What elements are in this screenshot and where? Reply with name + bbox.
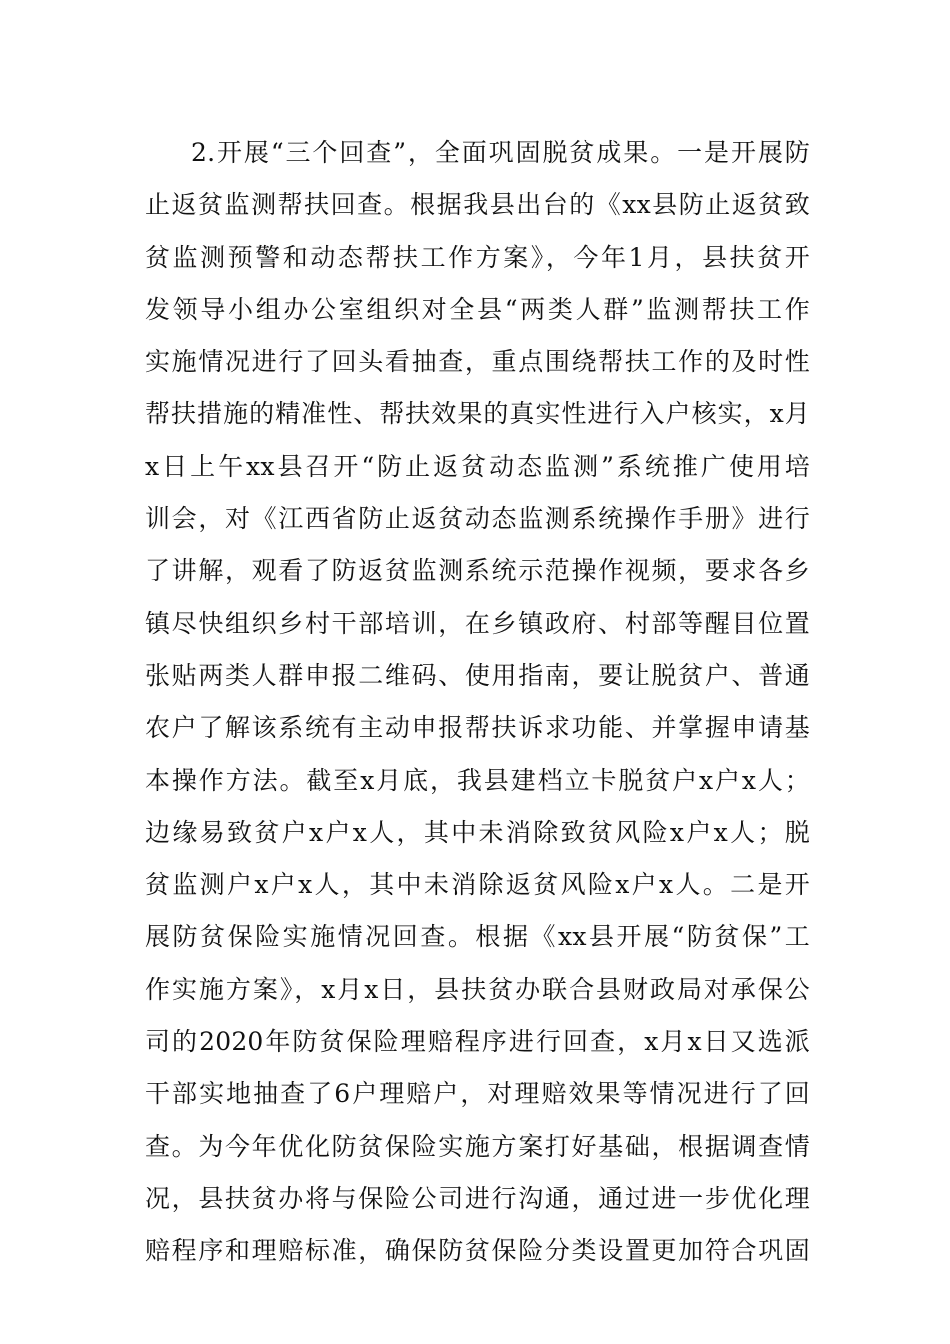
paragraph-line: 发领导小组办公室组织对全县“两类人群”监测帮扶工作 bbox=[145, 294, 810, 324]
paragraph-line: 边缘易致贫户x户x人，其中未消除致贫风险x户x人；脱 bbox=[145, 817, 810, 847]
paragraph-line: 况，县扶贫办将与保险公司进行沟通，通过进一步优化理 bbox=[145, 1183, 810, 1213]
body-paragraph bbox=[145, 127, 810, 1278]
paragraph-line: 干部实地抽查了6户理赔户，对理赔效果等情况进行了回 bbox=[145, 1079, 810, 1109]
paragraph-line: 司的2020年防贫保险理赔程序进行回查，x月x日又选派 bbox=[145, 1027, 810, 1057]
paragraph-line: 贫监测预警和动态帮扶工作方案》，今年1月，县扶贫开 bbox=[145, 242, 810, 272]
paragraph-line: 农户了解该系统有主动申报帮扶诉求功能、并掌握申请基 bbox=[145, 713, 810, 743]
paragraph-line: 展防贫保险实施情况回查。根据《xx县开展“防贫保”工 bbox=[145, 922, 810, 952]
paragraph-line: 本操作方法。截至x月底，我县建档立卡脱贫户x户x人； bbox=[145, 765, 810, 795]
paragraph-line: 实施情况进行了回头看抽查，重点围绕帮扶工作的及时性 bbox=[145, 347, 810, 377]
paragraph-line: 查。为今年优化防贫保险实施方案打好基础，根据调查情 bbox=[145, 1131, 810, 1161]
paragraph-line: 贫监测户x户x人，其中未消除返贫风险x户x人。二是开 bbox=[145, 870, 810, 900]
paragraph-line: 赔程序和理赔标准，确保防贫保险分类设置更加符合巩固 bbox=[145, 1236, 810, 1266]
paragraph-line: 2.开展“三个回查”，全面巩固脱贫成果。一是开展防 bbox=[191, 138, 810, 167]
paragraph-line: 了讲解，观看了防返贫监测系统示范操作视频，要求各乡 bbox=[145, 556, 810, 586]
paragraph-line: 帮扶措施的精准性、帮扶效果的真实性进行入户核实，x月 bbox=[145, 399, 810, 429]
paragraph-line: 训会，对《江西省防止返贫动态监测系统操作手册》进行 bbox=[145, 504, 810, 534]
paragraph-line: 作实施方案》，x月x日，县扶贫办联合县财政局对承保公 bbox=[145, 974, 810, 1004]
paragraph-line: x日上午xx县召开“防止返贫动态监测”系统推广使用培 bbox=[145, 451, 810, 481]
paragraph-line: 张贴两类人群申报二维码、使用指南，要让脱贫户、普通 bbox=[145, 660, 810, 690]
paragraph-line: 止返贫监测帮扶回查。根据我县出台的《xx县防止返贫致 bbox=[145, 190, 810, 220]
paragraph-line: 镇尽快组织乡村干部培训，在乡镇政府、村部等醒目位置 bbox=[145, 608, 810, 638]
